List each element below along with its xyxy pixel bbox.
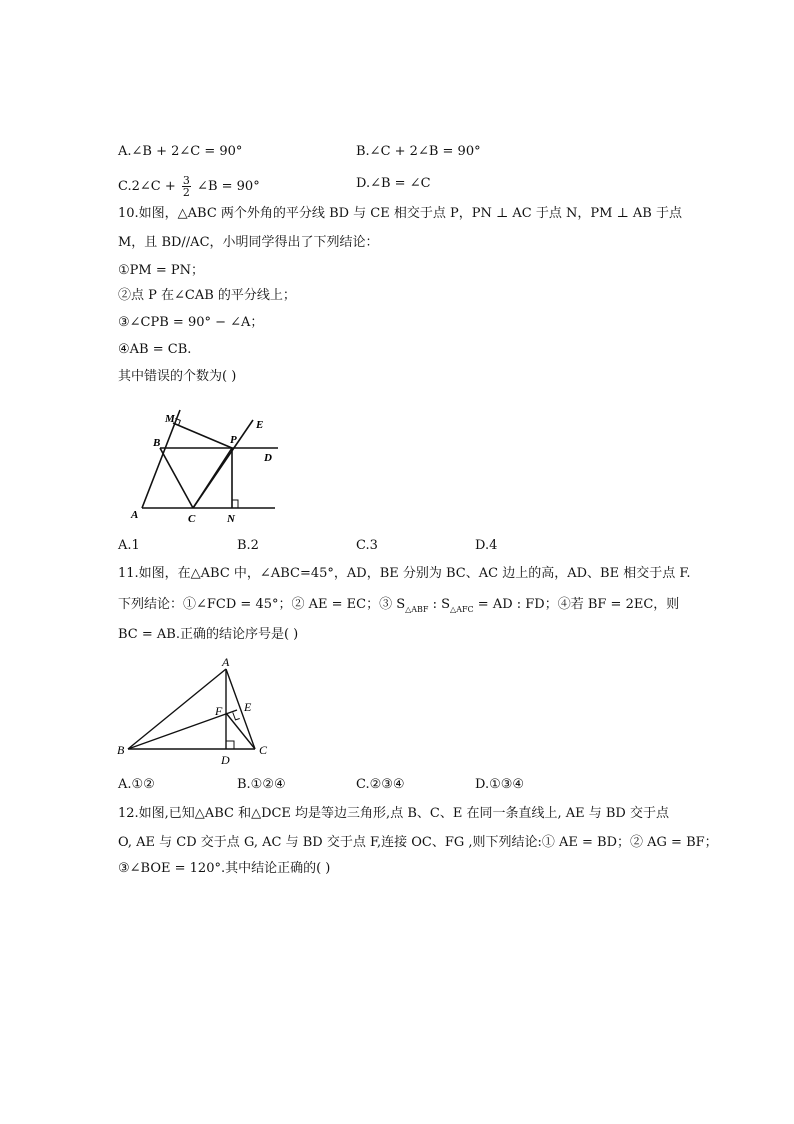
q10-label-n: N — [227, 513, 235, 525]
q11-option-c: C.②③④ — [356, 777, 405, 792]
q10-option-c: C.3 — [356, 538, 378, 553]
q10-option-a: A.1 — [118, 538, 140, 553]
q10-conclusion-2: ②点 P 在∠CAB 的平分线上； — [118, 288, 296, 303]
q10-label-a: A — [131, 509, 139, 521]
q11-label-d: D — [221, 753, 230, 767]
q10-conclusion-3: ③∠CPB = 90° − ∠A； — [118, 315, 264, 330]
q10-stem-line2: M，且 BD//AC，小明同学得出了下列结论： — [118, 235, 379, 250]
q12-stem-line1: 12.如图,已知△ABC 和△DCE 均是等边三角形,点 B、C、E 在同一条直线上, AE 与 BD 交于点 — [118, 806, 669, 821]
q9-option-d: D.∠B = ∠C — [356, 176, 431, 191]
q11-right-angle-d — [226, 741, 234, 749]
q9-option-c-prefix: C.2∠C + — [118, 179, 176, 194]
q10-stem-line1: 10.如图，△ABC 两个外角的平分线 BD 与 CE 相交于点 P，PN ⊥ AC 于点 N，PM ⊥ AB 于点 — [118, 206, 682, 221]
q11-line-fc — [226, 713, 255, 749]
q11-label-a: A — [222, 655, 230, 669]
q11-line2-b: = AD : FD；④若 BF = 2EC，则 — [473, 597, 680, 612]
q12-stem-line2: O, AE 与 CD 交于点 G, AC 与 BD 交于点 F,连接 OC、FG ,则下列结论:① AE = BD；② AG = BF； — [118, 835, 718, 850]
q11-label-f: F — [215, 704, 223, 718]
q10-label-e: E — [256, 419, 264, 431]
q11-stem-line1: 11.如图，在△ABC 中，∠ABC=45°，AD，BE 分别为 BC、AC 边上的高，AD、BE 相交于点 F. — [118, 566, 691, 581]
q10-conclusion-4: ④AB = CB. — [118, 342, 192, 357]
q9-option-c-suffix: ∠B = 90° — [197, 179, 260, 194]
q10-question: 其中错误的个数为( ) — [118, 369, 237, 384]
q9-option-a: A.∠B + 2∠C = 90° — [118, 144, 243, 159]
q11-option-b: B.①②④ — [237, 777, 286, 792]
q11-label-c: C — [259, 743, 268, 757]
q11-line2-a: 下列结论：①∠FCD = 45°；② AE = EC；③ S — [118, 597, 406, 612]
q11-line-ab — [128, 669, 226, 749]
q9-fraction-denominator: 2 — [182, 186, 190, 199]
q11-label-b: B — [117, 743, 125, 757]
q11-line2-mid: : S — [428, 597, 451, 612]
q10-label-c: C — [188, 513, 196, 525]
q10-option-b: B.2 — [237, 538, 259, 553]
q10-option-d: D.4 — [475, 538, 498, 553]
q10-label-b: B — [153, 437, 161, 449]
q10-label-d: D — [264, 452, 272, 464]
q10-conclusion-1: ①PM = PN； — [118, 263, 204, 278]
q11-option-a: A.①② — [118, 777, 155, 792]
q11-stem-line3: BC = AB.正确的结论序号是( ) — [118, 627, 299, 642]
q11-subscript-abf: △ABF — [405, 605, 429, 614]
q9-fraction-numerator: 3 — [182, 174, 190, 187]
q10-label-p: P — [230, 434, 237, 446]
q11-label-e: E — [244, 700, 252, 714]
q11-subscript-afc: △AFC — [450, 605, 474, 614]
q10-label-m: M — [165, 413, 175, 425]
q11-right-angle-e — [233, 713, 240, 720]
q9-option-b: B.∠C + 2∠B = 90° — [356, 144, 481, 159]
q12-stem-line3: ③∠BOE = 120°.其中结论正确的( ) — [118, 861, 331, 876]
q11-option-d: D.①③④ — [475, 777, 525, 792]
